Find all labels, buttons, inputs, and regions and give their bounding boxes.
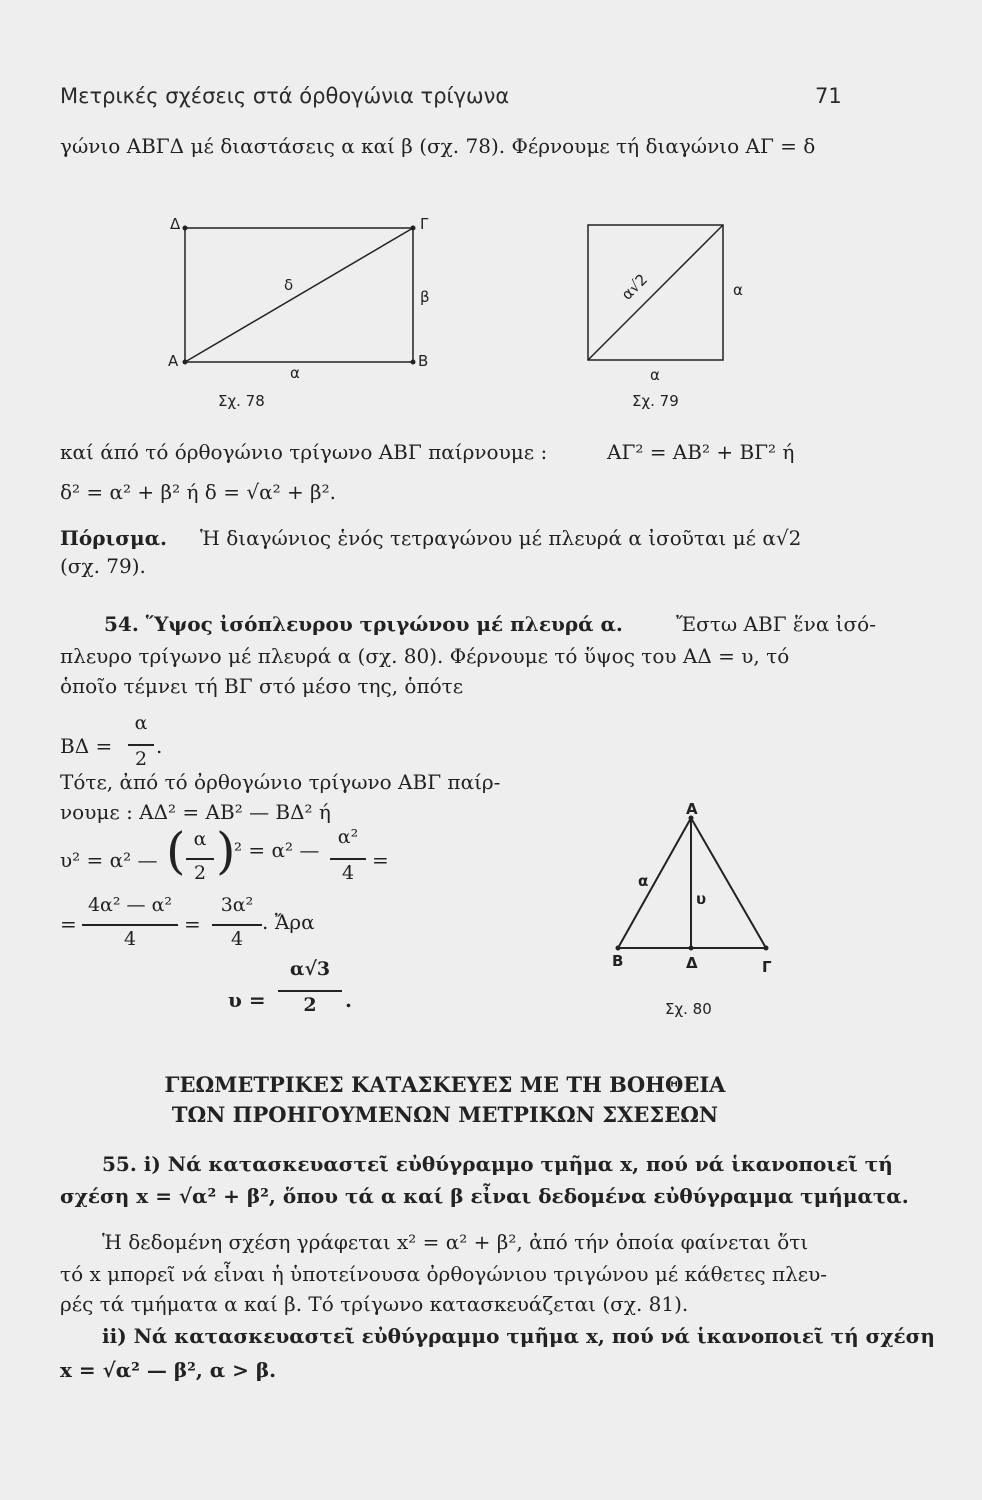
section54-heading: 54. Ὕψος ἰσόπλευρου τριγώνου μέ πλευρά α. [104,612,623,636]
section55-line2: σχέση x = √α² + β², ὅπου τά α καί β εἶναι δεδομένα εὐθύγραμμα τμήματα. [60,1184,909,1208]
fig79-label-bottom: α [650,366,660,384]
eq1-mid: ² = α² — [234,838,320,862]
eq1-paren-den: 2 [193,862,207,884]
diagonal-ag [185,228,413,362]
fig80-label-a: Α [686,800,698,818]
section-title-line1: ΓΕΩΜΕΤΡΙΚΕΣ ΚΑΤΑΣΚΕΥΕΣ ΜΕ ΤΗ ΒΟΗΘΕΙΑ [164,1072,726,1097]
eq2-eq: = [60,912,77,936]
eq2-mid: = [184,912,201,936]
section55-p2: τό x μπορεῖ νά εἶναι ἡ ὑποτείνουσα ὀρθογώνιου τριγώνου μέ κάθετες πλευ- [60,1262,828,1286]
section54-line1-rest: Ἔστω ΑΒΓ ἕνα ἰσό- [676,612,876,636]
square-diagonal [588,225,723,360]
fig80-label-side: α [638,872,649,890]
running-header: Μετρικές σχέσεις στά όρθογώνια τρίγωνα [60,84,510,108]
bd-fraction-bar [128,744,154,746]
fig80-caption: Σχ. 80 [665,1000,712,1018]
porisma-heading: Πόρισμα. [60,526,167,550]
fig78-label-side-b: β [420,288,430,306]
fig78-label-diag: δ [284,276,294,294]
fig78-label-a: Α [168,352,179,370]
eq1-end: = [372,848,389,872]
eq1-paren-bar [186,858,214,860]
bd-num: α [134,712,148,734]
figure-79 [580,215,740,375]
res-end: . [345,988,352,1012]
section54-line3: ὁποῖο τέμνει τή ΒΓ στό μέσο της, ὁπότε [60,674,464,698]
fig78-caption: Σχ. 78 [218,392,265,410]
tote-line2: νουμε : ΑΔ² = ΑΒ² — ΒΔ² ή [60,800,331,824]
section-title-line2: ΤΩΝ ΠΡΟΗΓΟΥΜΕΝΩΝ ΜΕΤΡΙΚΩΝ ΣΧΕΣΕΩΝ [171,1102,719,1127]
porisma-text2: (σχ. 79). [60,554,146,578]
eq2-den2: 4 [230,928,244,950]
eq1-frac-bar [330,858,366,860]
fig79-label-diag: α√2 [617,270,652,304]
res-num: α√3 [289,958,331,980]
eq2-num1: 4α² — α² [87,894,173,916]
fig80-label-d: Δ [686,954,698,972]
section55-line1: 55. i) Νά κατασκευαστεῖ εὐθύγραμμο τμῆμα x, πού νά ἱκανοποιεῖ τή [102,1152,893,1176]
section55-ii-line1: ii) Νά κατασκευαστεῖ εὐθύγραμμο τμῆμα x, πού νά ἱκανοποιεῖ τή σχέση [102,1324,935,1348]
fig80-label-g: Γ [762,958,772,976]
para1-line2: δ² = α² + β² ή δ = √α² + β². [60,480,336,504]
eq2-bar2 [212,924,262,926]
fig79-caption: Σχ. 79 [632,392,679,410]
eq1-paren-num: α [193,828,207,850]
page-number: 71 [815,84,842,108]
eq2-end: . Ἄρα [262,910,315,934]
section55-ii-line2: x = √α² — β², α > β. [60,1358,277,1382]
res-bar [278,990,342,992]
fig78-label-b: Β [418,352,429,370]
intro-line: γώνιο ΑΒΓΔ μέ διαστάσεις α καί β (σχ. 78). Φέρνουμε τή διαγώνιο ΑΓ = δ [60,134,816,158]
eq1-frac-num: α² [337,826,359,848]
bd-lhs: ΒΔ = [60,734,113,758]
res-lhs: υ = [228,988,266,1012]
eq1-lhs: υ² = α² — [60,848,158,872]
fig78-label-side-a: α [290,364,300,382]
eq1-frac-den: 4 [341,862,355,884]
section54-line2: πλευρο τρίγωνο μέ πλευρά α (σχ. 80). Φέρνουμε τό ὕψος του ΑΔ = υ, τό [60,644,790,668]
para1-line1-left: καί άπό τό όρθογώνιο τρίγωνο ΑΒΓ παίρνουμε : [60,440,548,464]
figure-78 [160,210,450,410]
fig80-label-height: υ [696,890,707,908]
para1-line1-right: ΑΓ² = ΑΒ² + ΒΓ² ή [607,440,795,464]
eq2-bar1 [82,924,178,926]
bd-den: 2 [134,748,148,770]
fig79-label-right: α [733,281,743,299]
fig78-label-g: Γ [420,215,429,233]
section55-p3: ρές τά τμήματα α καί β. Τό τρίγωνο κατασκευάζεται (σχ. 81). [60,1292,689,1316]
tote-line1: Τότε, ἀπό τό ὀρθογώνιο τρίγωνο ΑΒΓ παίρ- [60,770,501,794]
eq2-den1: 4 [123,928,137,950]
eq2-num2: 3α² [220,894,254,916]
res-den: 2 [303,994,317,1016]
porisma-text: Ἡ διαγώνιος ἑνός τετραγώνου μέ πλευρά α ἰσοῦται μέ α√2 [200,526,802,550]
fig78-label-d: Δ [170,215,181,233]
section55-p1: Ἡ δεδομένη σχέση γράφεται x² = α² + β², ἀπό τήν ὁποία φαίνεται ὅτι [102,1230,809,1254]
fig80-label-b: Β [612,952,624,970]
figure-80 [600,810,790,960]
